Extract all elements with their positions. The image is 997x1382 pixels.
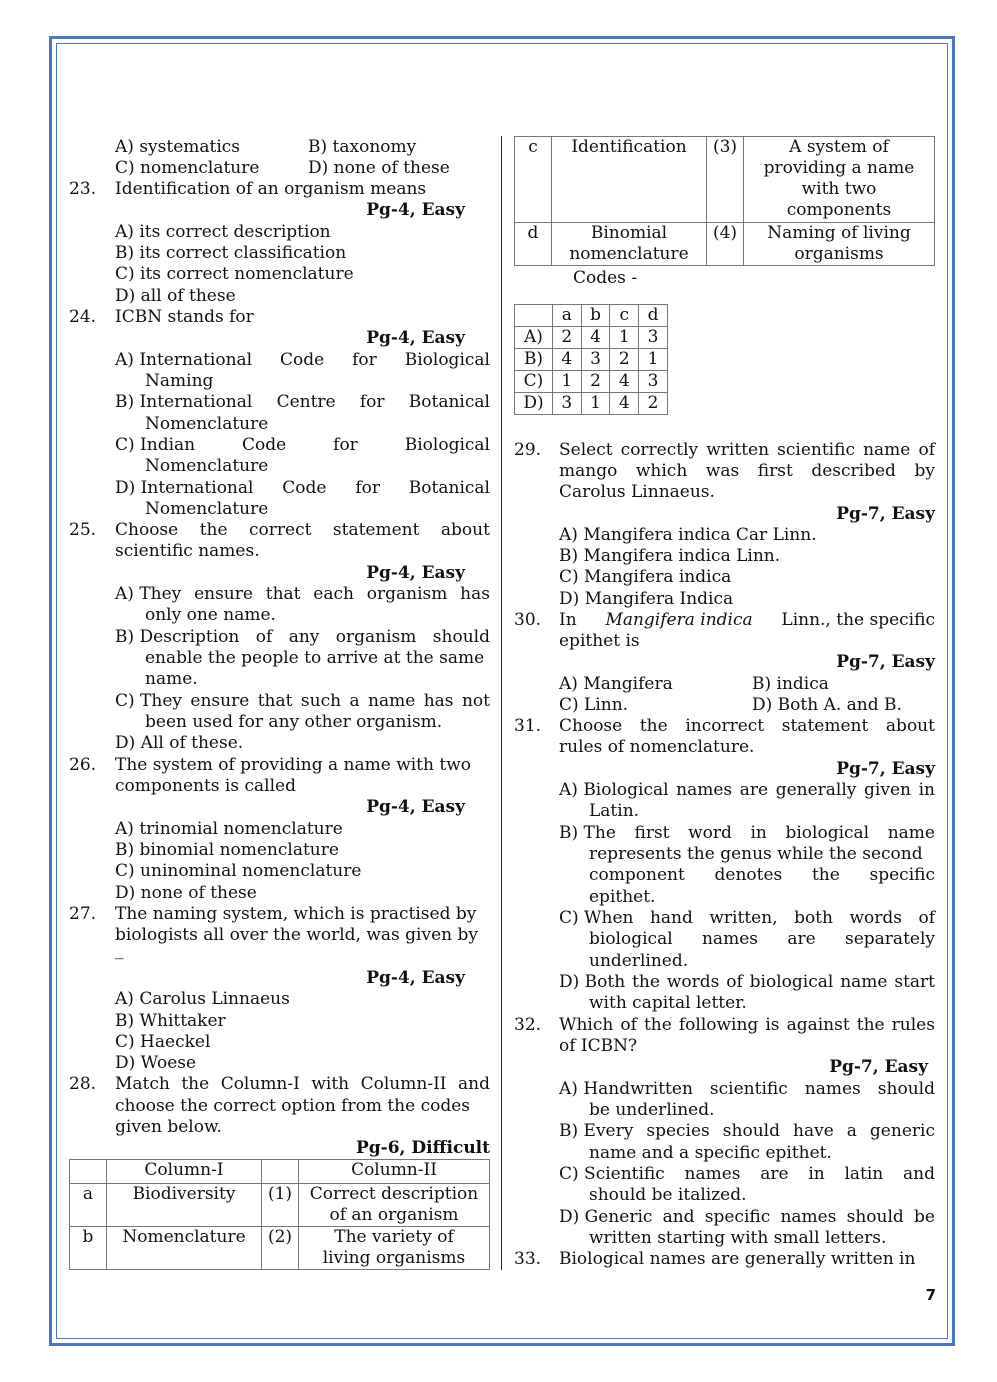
option-text: Nomenclature	[145, 414, 269, 434]
option-line: B) International Centre for Botanical	[115, 392, 490, 412]
row-match: A system of providing a name with two components	[744, 137, 935, 223]
option-text: D) none of these	[308, 158, 450, 178]
question-tag: Pg-7, Easy	[836, 504, 935, 524]
row-letter: d	[515, 223, 552, 266]
row-number: (3)	[707, 137, 744, 223]
option-line: D) International Code for Botanical	[115, 478, 490, 498]
option-text: A) systematics	[115, 137, 241, 157]
question-text: scientific names.	[115, 541, 260, 561]
question-number: 30.	[514, 610, 542, 630]
option-text: A) Mangifera indica Car Linn.	[559, 525, 817, 545]
option-line: component denotes the specific	[589, 865, 935, 885]
option-text: be underlined.	[589, 1100, 715, 1120]
row-number: (1)	[262, 1184, 299, 1227]
question-text: Carolus Linnaeus.	[559, 482, 715, 502]
option-line: C) Scientific names are in latin and	[559, 1164, 935, 1184]
option-text: B) its correct classification	[115, 243, 347, 263]
match-table-part2	[514, 136, 935, 266]
option-line: biological names are separately	[589, 929, 935, 949]
question-text: The system of providing a name with two	[115, 755, 471, 775]
option-line: B) The first word in biological name	[559, 823, 935, 843]
option-text: A) Mangifera	[559, 674, 673, 694]
column1-header: Column-I	[107, 1160, 262, 1184]
question-number: 23.	[69, 179, 97, 199]
row-item: Identification	[552, 137, 707, 223]
row-letter: c	[515, 137, 552, 223]
row-number: (2)	[262, 1227, 299, 1270]
option-text: D) Both A. and B.	[752, 695, 902, 715]
option-line: B) Every species should have a generic	[559, 1121, 935, 1141]
question-number: 33.	[514, 1249, 542, 1269]
question-text: epithet is	[559, 631, 640, 651]
question-tag: Pg-7, Easy	[836, 759, 935, 779]
codes-label: Codes -	[573, 268, 638, 288]
option-text: D) all of these	[115, 286, 236, 306]
question-tag: Pg-7, Easy	[829, 1057, 928, 1077]
option-text: D) none of these	[115, 883, 257, 903]
row-item: Nomenclature	[107, 1227, 262, 1270]
row-letter: b	[70, 1227, 107, 1270]
option-line: D) Generic and specific names should be	[559, 1207, 935, 1227]
question-number: 26.	[69, 755, 97, 775]
question-text: Choose the incorrect statement about	[559, 716, 935, 736]
option-text: Nomenclature	[145, 499, 269, 519]
row-number: (4)	[707, 223, 744, 266]
option-text: B) indica	[752, 674, 829, 694]
question-text: Choose the correct statement about	[115, 520, 490, 540]
option-text: B) Whittaker	[115, 1011, 226, 1031]
row-match: Naming of living organisms	[744, 223, 935, 266]
option-text: D) All of these.	[115, 733, 244, 753]
row-item: Binomial nomenclature	[552, 223, 707, 266]
question-text: Biological names are generally written in	[559, 1249, 916, 1269]
question-text: The naming system, which is practised by	[115, 904, 477, 924]
option-line: C) When hand written, both words of	[559, 908, 935, 928]
question-text: biologists all over the world, was given by	[115, 925, 478, 945]
codes-row: D) 3 1 4 2	[515, 393, 668, 415]
question-number: 31.	[514, 716, 542, 736]
option-text: name.	[145, 669, 198, 689]
question-text: ICBN stands for	[115, 307, 254, 327]
row-match: The variety of living organisms	[299, 1227, 490, 1270]
question-tag: Pg-7, Easy	[836, 652, 935, 672]
question-number: 29.	[514, 440, 542, 460]
question-number: 32.	[514, 1015, 542, 1035]
question-text: _	[115, 940, 124, 960]
option-text: Latin.	[589, 801, 640, 821]
option-line: A) Biological names are generally given in	[559, 780, 935, 800]
option-text: A) trinomial nomenclature	[115, 819, 343, 839]
option-text: A) Carolus Linnaeus	[115, 989, 290, 1009]
page-number: 7	[925, 1286, 936, 1304]
question-text: Identification of an organism means	[115, 179, 427, 199]
option-text: C) nomenclature	[115, 158, 260, 178]
option-text: enable the people to arrive at the same	[145, 648, 485, 668]
option-text: should be italized.	[589, 1185, 747, 1205]
question-number: 24.	[69, 307, 97, 327]
option-text: B) taxonomy	[308, 137, 417, 157]
question-text: given below.	[115, 1117, 222, 1137]
option-text: B) binomial nomenclature	[115, 840, 339, 860]
question-text: rules of nomenclature.	[559, 737, 755, 757]
codes-table: a b c d A) 2 4 1 3 B) 4 3 2 1 C) 1 2 4 3 D) 3 1 4 2	[514, 304, 668, 415]
option-text: with capital letter.	[589, 993, 747, 1013]
option-text: C) Mangifera indica	[559, 567, 732, 587]
option-text: underlined.	[589, 951, 689, 971]
option-text: B) Mangifera indica Linn.	[559, 546, 781, 566]
option-text: C) uninominal nomenclature	[115, 861, 362, 881]
option-text: Nomenclature	[145, 456, 269, 476]
row-match: Correct description of an organism	[299, 1184, 490, 1227]
question-tag: Pg-4, Easy	[366, 563, 465, 583]
row-letter: a	[70, 1184, 107, 1227]
question-tag: Pg-4, Easy	[366, 797, 465, 817]
option-line: A) They ensure that each organism has	[115, 584, 490, 604]
question-text: Which of the following is against the rules	[559, 1015, 935, 1035]
option-text: Naming	[145, 371, 214, 391]
option-line: A) Handwritten scientific names should	[559, 1079, 935, 1099]
option-text: C) Haeckel	[115, 1032, 211, 1052]
question-text: Select correctly written scientific name of	[559, 440, 935, 460]
question-tag: Pg-4, Easy	[366, 968, 465, 988]
option-line: C) Indian Code for Biological	[115, 435, 490, 455]
option-line: D) Both the words of biological name start	[559, 972, 935, 992]
option-text: C) its correct nomenclature	[115, 264, 354, 284]
option-line: C) They ensure that such a name has not	[115, 691, 490, 711]
column2-header: Column-II	[299, 1160, 490, 1184]
codes-row: B) 4 3 2 1	[515, 349, 668, 371]
codes-row: C) 1 2 4 3	[515, 371, 668, 393]
column-divider	[501, 136, 502, 1270]
question-tag: Pg-4, Easy	[366, 328, 465, 348]
question-number: 25.	[69, 520, 97, 540]
option-text: C) Linn.	[559, 695, 629, 715]
option-text: D) Mangifera Indica	[559, 589, 734, 609]
question-number: 27.	[69, 904, 97, 924]
codes-row: A) 2 4 1 3	[515, 327, 668, 349]
question-tag: Pg-4, Easy	[366, 200, 465, 220]
question-number: 28.	[69, 1074, 97, 1094]
row-item: Biodiversity	[107, 1184, 262, 1227]
question-text: components is called	[115, 776, 296, 796]
question-text: choose the correct option from the codes	[115, 1096, 471, 1116]
question-text: of ICBN?	[559, 1036, 638, 1056]
option-line: B) Description of any organism should	[115, 627, 490, 647]
option-text: only one name.	[145, 605, 276, 625]
question-text: In Mangifera indica Linn., the specific	[559, 610, 935, 630]
question-tag: Pg-6, Difficult	[355, 1138, 490, 1158]
option-text: epithet.	[589, 887, 656, 907]
option-text: name and a specific epithet.	[589, 1143, 832, 1163]
option-text: been used for any other organism.	[145, 712, 443, 732]
option-text: A) its correct description	[115, 222, 331, 242]
match-table-part1	[69, 1159, 490, 1270]
option-text: D) Woese	[115, 1053, 197, 1073]
option-text: written starting with small letters.	[589, 1228, 887, 1248]
option-text: represents the genus while the second	[589, 844, 923, 864]
question-text: mango which was first described by	[559, 461, 935, 481]
question-text: Match the Column-I with Column-II and	[115, 1074, 490, 1094]
option-line: A) International Code for Biological	[115, 350, 490, 370]
